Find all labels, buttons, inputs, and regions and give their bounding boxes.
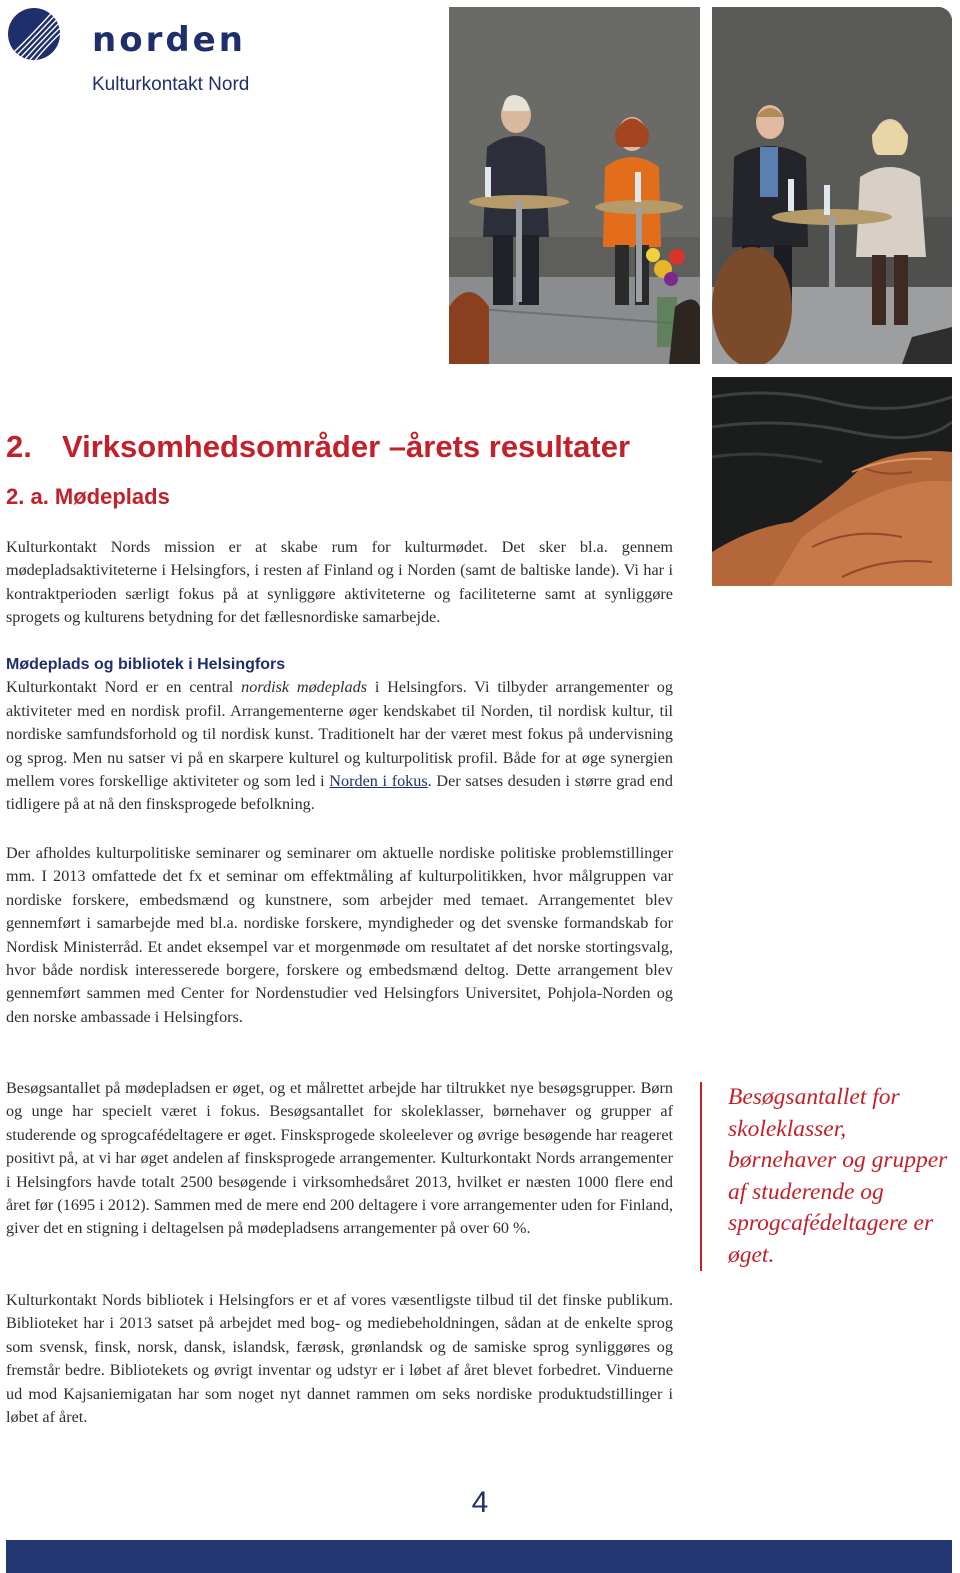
section-number: 2. — [6, 429, 32, 464]
coast-photo — [712, 377, 952, 586]
paragraph-text: Kulturkontakt Nord er en central — [6, 678, 242, 697]
footer-bar — [6, 1540, 952, 1573]
panel-photo-1 — [449, 7, 700, 364]
paragraph-mission: Kulturkontakt Nords mission er at skabe rum for kulturmødet. Det sker bl.a. gennem mødepladsaktiviteterne i Helsingfors, i resten af Finland og i Norden (samt de baltiske lande). Vi har i kontraktperioden særligt fokus på at synliggøre aktiviteterne og faciliteterne samt at synliggøre sprogets og kulturens betydning for det fællesnordiske samarbejde. — [6, 538, 673, 627]
pull-quote: Besøgsantallet for skoleklasser, børnehaver og grupper af studerende og sprogcafédeltagere er øget. — [700, 1082, 950, 1271]
paragraph-text: i Helsingfors. Vi tilbyder arrangementer og aktiviteter med en nordisk profil. Arrangementerne øger kendskabet til Norden, til nordisk kultur, til nordiske samfundsforhold og til nordisk kunst. Traditionelt har der været mest fokus på undervisning og sprog. Men nu satser vi på en skarpere kulturel og kulturpolitisk profil. Både for at øge synergien mellem vores forskellige aktiviteter og som led i — [6, 678, 673, 791]
italic-term: nordisk mødeplads — [241, 678, 368, 697]
paragraph-visitors: Besøgsantallet på mødepladsen er øget, og et målrettet arbejde har tiltrukket nye besøgsgrupper. Børn og unge har specielt været i fokus. Besøgsantallet for skoleklasser, børnehaver og grupper af studerende og sprogcafédeltagere er øget. Finsksprogede skoleelever og øvrige besøgende har reageret positivt på, at vi har øget andelen af finsksprogede arrangementer. Kulturkontakt Nords arrangementer i Helsingfors havde totalt 2500 besøgende i virksomhedsåret 2013, hvilket er næsten 1000 flere end året før (1695 i 2012). Sammen med de mere end 200 deltagere i vore arrangementer uden for Finland, giver det en stigning i deltagelsen på mødepladsens arrangementer på over 60 %. — [6, 1079, 673, 1238]
logo-wordmark: norden — [92, 20, 246, 60]
paragraph-seminars: Der afholdes kulturpolitiske seminarer og seminarer om aktuelle nordiske politiske problemstillinger mm. I 2013 omfattede det fx et seminar om effektmåling af kulturpolitikken, hvor målgruppen var nordiske forskere, embedsmænd og kunstnere, som arbejder med temaet. Arrangementet blev gennemført i samarbejde med bl.a. nordiske forskere, myndigheder og det svenske formandskab for Nordisk Ministerråd. Et andet eksempel var et morgenmøde om resultatet af det norske stortingsvalg, hvor både nordisk interesserede borgere, forskere og embedsmænd deltog. Dette arrangement blev gennemført sammen med Center for Nordenstudier ved Helsingfors Universitet, Pohjola-Norden og den norske ambassade i Helsingfors. — [6, 844, 673, 1026]
page-number: 4 — [471, 1486, 489, 1519]
section-subtitle: 2. a. Mødeplads — [6, 484, 170, 509]
paragraph-library: Kulturkontakt Nords bibliotek i Helsingfors er et af vores væsentligste tilbud til det finske publikum. Biblioteket har i 2013 satset på arbejdet med bog- og mediebeholdningen, sådan at de enkelte sprog som svensk, finsk, norsk, dansk, islandsk, færøsk, grønlandsk og de samiske sprog synliggøres og fremstår bedre. Bibliotekets og øvrigt inventar og udstyr er i løbet af året blevet forbedret. Vinduerne ud mod Kajsaniemigatan har som noget nyt dannet rammen om seks nordiske produktudstillinger i løbet af året. — [6, 1291, 673, 1427]
norden-logo — [6, 6, 296, 96]
paragraph-helsingfors — [6, 653, 673, 817]
subheading-helsingfors: Mødeplads og bibliotek i Helsingfors — [6, 656, 286, 673]
paragraph-text: . Der satses desuden i større grad end tidligere på at nå den finsksprogede befolkning. — [6, 772, 673, 814]
norden-i-fokus-link[interactable]: Norden i fokus — [329, 772, 428, 791]
section-title — [6, 428, 630, 466]
section-title-text: Virksomhedsområder –årets resultater — [62, 429, 631, 464]
panel-photo-2 — [712, 7, 952, 364]
norden-swan-logo-icon — [6, 6, 62, 62]
logo-subtitle: Kulturkontakt Nord — [92, 74, 250, 95]
